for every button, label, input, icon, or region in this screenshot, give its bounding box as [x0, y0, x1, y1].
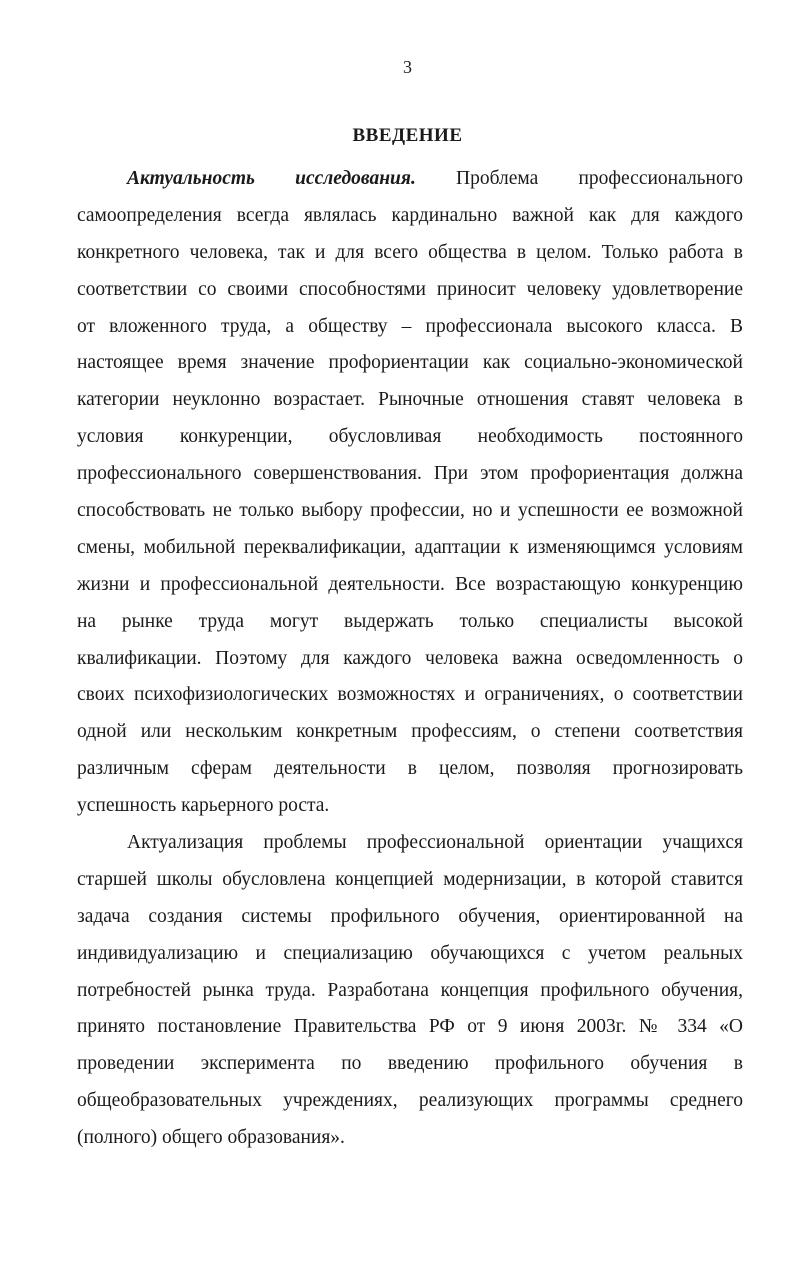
paragraph-1-line: профессионального совершенствования. При этом профориентация должна	[77, 463, 743, 485]
lead-italic-1: Актуальность	[127, 168, 255, 189]
paragraph-2-line: индивидуализацию и специализацию обучающихся с учетом реальных	[77, 942, 743, 964]
paragraph-2-line: общеобразовательных учреждениях, реализующих программы среднего	[77, 1090, 743, 1112]
paragraph-1-line: самоопределения всегда являлась кардинально важной как для каждого	[77, 204, 743, 226]
paragraph-1-line: различным сферам деятельности в целом, позволяя прогнозировать	[77, 758, 743, 780]
paragraph-1-line: одной или нескольким конкретным профессиям, о степени соответствия	[77, 721, 743, 743]
paragraph-1-line: категории неуклонно возрастает. Рыночные отношения ставят человека в	[77, 389, 743, 411]
paragraph-1-line: соответствии со своими способностями приносит человеку удовлетворение	[77, 278, 743, 300]
paragraph-1-line: конкретного человека, так и для всего общества в целом. Только работа в	[77, 241, 743, 263]
paragraph-1-line: смены, мобильной переквалификации, адаптации к изменяющимся условиям	[77, 536, 743, 558]
paragraph-2-line: (полного) общего образования».	[77, 1127, 345, 1149]
paragraph-2-line: Актуализация проблемы профессиональной ориентации учащихся	[127, 832, 743, 854]
lead-rest-1: Проблема	[456, 168, 539, 189]
paragraph-2-line: принято постановление Правительства РФ от 9 июня 2003г. № 334 «О	[77, 1016, 743, 1038]
paragraph-2-line: старшей школы обусловлена концепцией модернизации, в которой ставится	[77, 868, 743, 890]
paragraph-1-line: способствовать не только выбору профессии, но и успешности ее возможной	[77, 500, 743, 522]
paragraph-1-line: жизни и профессиональной деятельности. Все возрастающую конкуренцию	[77, 573, 743, 595]
paragraph-2-line: потребностей рынка труда. Разработана концепция профильного обучения,	[77, 979, 743, 1001]
paragraph-1-line-1	[77, 161, 743, 198]
lead-italic-2: исследования.	[295, 168, 416, 189]
paragraph-1-line: успешность карьерного роста.	[77, 795, 330, 817]
paragraph-2-line: задача создания системы профильного обучения, ориентированной на	[77, 905, 743, 927]
paragraph-1-line: настоящее время значение профориентации как социально-экономической	[77, 352, 743, 374]
paragraph-1-line: от вложенного труда, а обществу – профессионала высокого класса. В	[77, 315, 743, 337]
lead-rest-2: профессионального	[578, 168, 744, 189]
paragraph-1-line: своих психофизиологических возможностях и ограничениях, о соответствии	[77, 684, 743, 706]
paragraph-2-line: проведении эксперимента по введению профильного обучения в	[77, 1053, 743, 1075]
section-heading: ВВЕДЕНИЕ	[352, 125, 463, 146]
paragraph-1-line: условия конкуренции, обусловливая необходимость постоянного	[77, 426, 743, 448]
paragraph-1-line: квалификации. Поэтому для каждого человека важна осведомленность о	[77, 647, 743, 669]
body-text	[77, 161, 743, 1157]
paragraph-1-line: на рынке труда могут выдержать только специалисты высокой	[77, 610, 743, 632]
page-number: 3	[403, 57, 412, 77]
